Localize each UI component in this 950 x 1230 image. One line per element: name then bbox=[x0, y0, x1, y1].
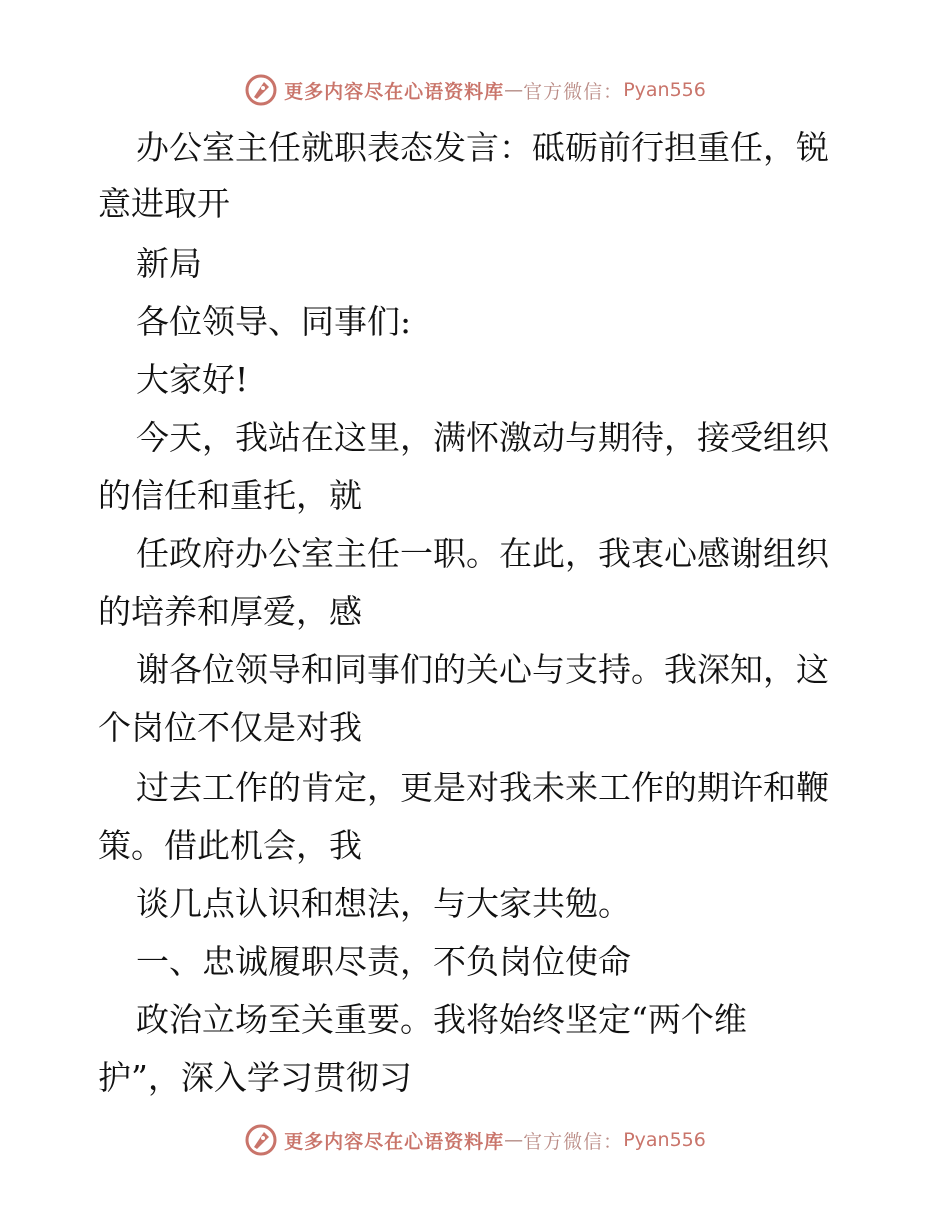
title-line-3: 新局 bbox=[136, 244, 202, 283]
watermark-dash: — bbox=[504, 79, 524, 101]
paragraph-line: 的信任和重托，就 bbox=[98, 476, 362, 515]
footer-watermark bbox=[0, 1120, 950, 1160]
watermark-dash: — bbox=[504, 1129, 524, 1151]
paragraph-line: 任政府办公室主任一职。在此，我衷心感谢组织 bbox=[136, 534, 829, 573]
title-line-1: 办公室主任就职表态发言：砥砺前行担重任，锐 bbox=[136, 128, 829, 167]
paragraph-line: 过去工作的肯定，更是对我未来工作的期许和鞭 bbox=[136, 768, 829, 807]
paragraph-line: 个岗位不仅是对我 bbox=[98, 708, 362, 747]
paragraph-line: 谈几点认识和想法，与大家共勉。 bbox=[136, 884, 631, 923]
salutation-line: 各位领导、同事们: bbox=[136, 302, 412, 341]
pen-nib-circle-icon bbox=[244, 73, 278, 107]
section-heading: 一、忠诚履职尽责，不负岗位使命 bbox=[136, 942, 631, 981]
greeting-line: 大家好! bbox=[136, 360, 249, 399]
paragraph-line: 谢各位领导和同事们的关心与支持。我深知，这 bbox=[136, 650, 829, 689]
watermark-sub-text: 官方微信： bbox=[523, 80, 624, 103]
paragraph-line: 的培养和厚爱，感 bbox=[98, 592, 362, 631]
watermark-account: Pyan556 bbox=[623, 1129, 706, 1151]
title-line-2: 意进取开 bbox=[98, 184, 230, 223]
paragraph-line: 今天，我站在这里，满怀激动与期待，接受组织 bbox=[136, 418, 829, 457]
watermark-sub-text: 官方微信： bbox=[523, 1130, 624, 1153]
header-watermark bbox=[0, 70, 950, 110]
watermark-main-text: 更多内容尽在心语资料库 bbox=[284, 80, 505, 103]
paragraph-line: 策。借此机会，我 bbox=[98, 826, 362, 865]
pen-nib-circle-icon bbox=[244, 1123, 278, 1157]
watermark-main-text: 更多内容尽在心语资料库 bbox=[284, 1130, 505, 1153]
watermark-account: Pyan556 bbox=[623, 79, 706, 101]
paragraph-line: 护”，深入学习贯彻习 bbox=[98, 1058, 412, 1097]
paragraph-line: 政治立场至关重要。我将始终坚定“两个维 bbox=[136, 1000, 747, 1039]
